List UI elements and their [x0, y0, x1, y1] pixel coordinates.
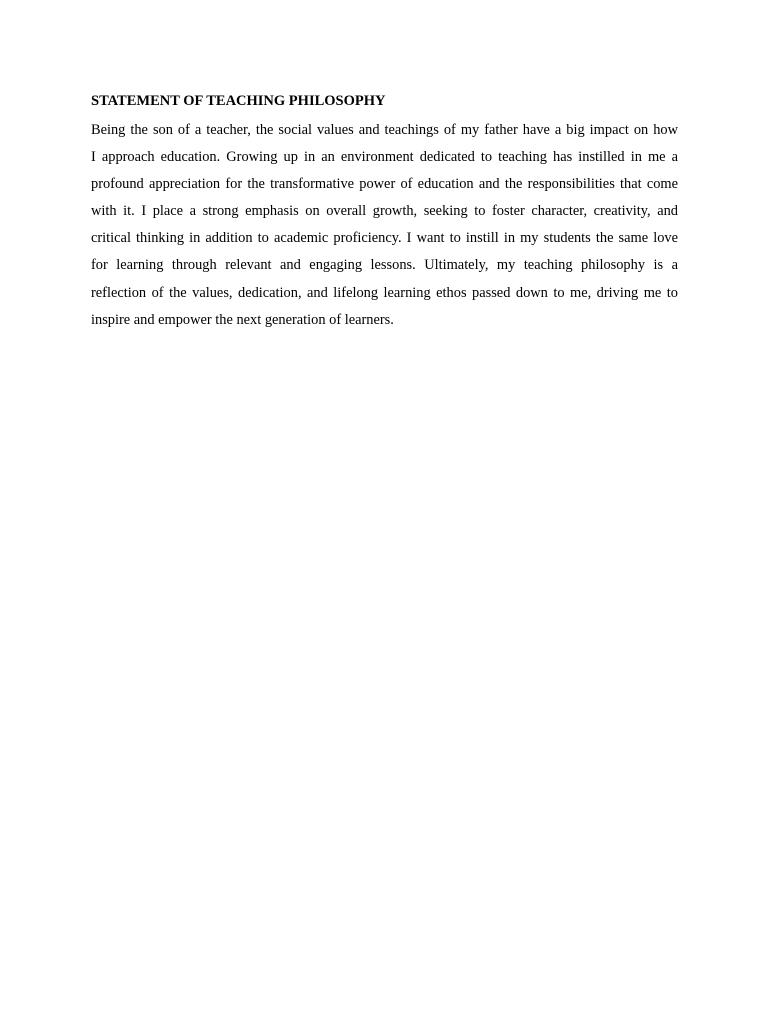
- document-content: [91, 90, 678, 334]
- paragraph-line: profound appreciation for the transformative power of education and the responsibilities that come: [91, 176, 678, 193]
- paragraph-line: critical thinking in addition to academic proficiency. I want to instill in my students the same love: [91, 230, 678, 247]
- paragraph-line: for learning through relevant and engaging lessons. Ultimately, my teaching philosophy is a: [91, 257, 678, 274]
- paragraph-line: I approach education. Growing up in an environment dedicated to teaching has instilled in me a: [91, 149, 678, 166]
- paragraph-line: reflection of the values, dedication, and lifelong learning ethos passed down to me, driving me to: [91, 284, 678, 301]
- paragraph-line: with it. I place a strong emphasis on overall growth, seeking to foster character, creativity, and: [91, 203, 678, 220]
- document-title: STATEMENT OF TEACHING PHILOSOPHY: [91, 93, 386, 109]
- paragraph-line: inspire and empower the next generation of learners.: [91, 311, 394, 328]
- body-paragraph: [91, 117, 678, 334]
- paragraph-line: Being the son of a teacher, the social values and teachings of my father have a big impact on how: [91, 122, 678, 138]
